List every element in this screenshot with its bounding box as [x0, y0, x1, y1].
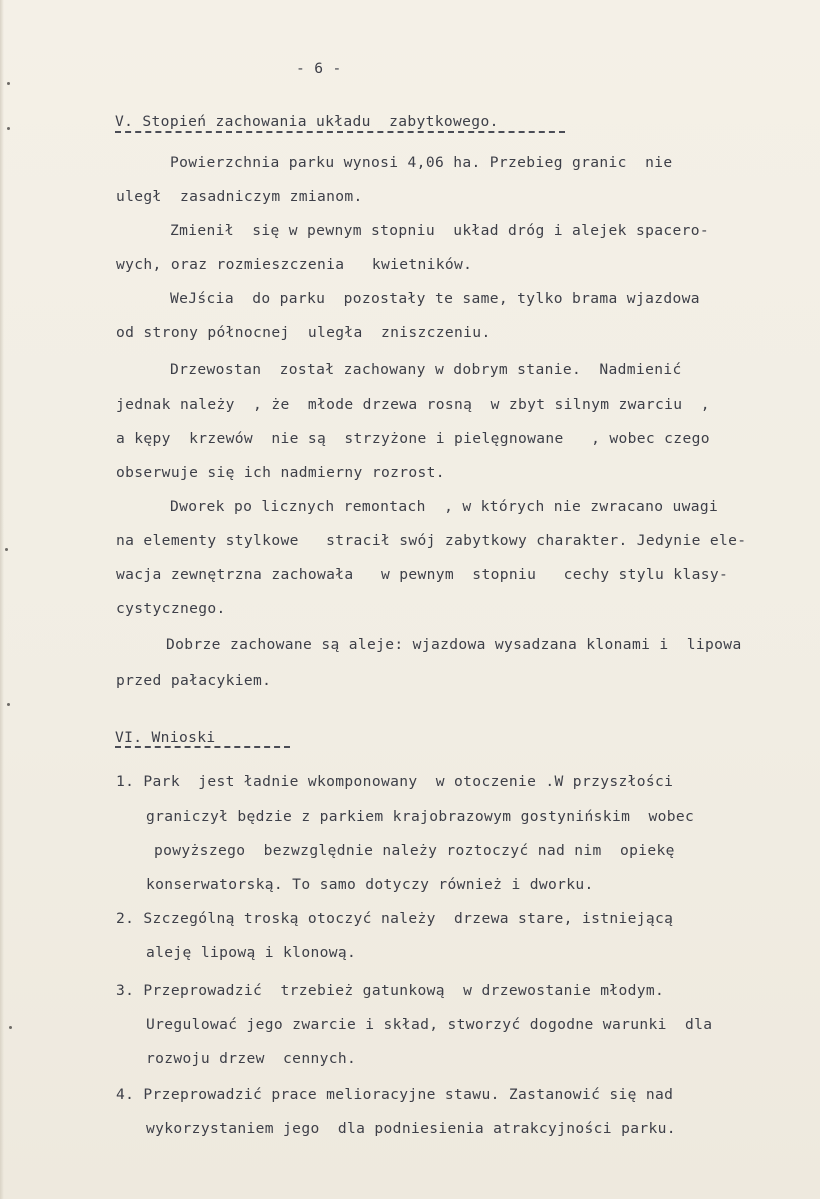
- section-vi-line: aleję lipową i klonową.: [146, 944, 357, 961]
- section-v-line: Dworek po licznych remontach , w których nie zwracano uwagi: [170, 498, 719, 515]
- section-vi-heading-underline: [115, 746, 290, 748]
- section-vi-line: 4. Przeprowadzić prace melioracyjne stawu. Zastanowić się nad: [116, 1086, 674, 1103]
- margin-speck: [7, 82, 10, 85]
- section-v-line: Drzewostan został zachowany w dobrym stanie. Nadmienić: [170, 361, 682, 378]
- section-v-heading: V. Stopień zachowania układu zabytkowego.: [115, 113, 499, 130]
- margin-speck: [7, 127, 10, 130]
- section-v-line: a kępy krzewów nie są strzyżone i pielęgnowane , wobec czego: [116, 430, 710, 447]
- section-vi-line: graniczył będzie z parkiem krajobrazowym gostynińskim wobec: [146, 808, 695, 825]
- section-v-line: przed pałacykiem.: [116, 672, 272, 689]
- page-number: - 6 -: [296, 60, 342, 77]
- section-v-heading-underline: [115, 131, 565, 133]
- margin-speck: [7, 703, 10, 706]
- margin-speck: [9, 1026, 12, 1029]
- section-v-line: obserwuje się ich nadmierny rozrost.: [116, 464, 445, 481]
- section-vi-line: 2. Szczególną troską otoczyć należy drzewa stare, istniejącą: [116, 910, 674, 927]
- section-v-line: wacja zewnętrzna zachowała w pewnym stopniu cechy stylu klasy-: [116, 566, 729, 583]
- section-v-line: Powierzchnia parku wynosi 4,06 ha. Przebieg granic nie: [170, 154, 673, 171]
- section-vi-line: 1. Park jest ładnie wkomponowany w otoczenie .W przyszłości: [116, 773, 674, 790]
- section-v-line: WeJścia do parku pozostały te same, tylko brama wjazdowa: [170, 290, 700, 307]
- section-vi-line: rozwoju drzew cennych.: [146, 1050, 357, 1067]
- section-v-line: jednak należy , że młode drzewa rosną w zbyt silnym zwarciu ,: [116, 396, 710, 413]
- section-v-line: Zmienił się w pewnym stopniu układ dróg i alejek spacero-: [170, 222, 710, 239]
- section-vi-line: wykorzystaniem jego dla podniesienia atrakcyjności parku.: [146, 1120, 676, 1137]
- section-vi-line: konserwatorską. To samo dotyczy również i dworku.: [146, 876, 594, 893]
- section-v-line: uległ zasadniczym zmianom.: [116, 188, 363, 205]
- margin-speck: [5, 548, 8, 551]
- section-vi-line: 3. Przeprowadzić trzebież gatunkową w drzewostanie młodym.: [116, 982, 665, 999]
- section-v-line: wych, oraz rozmieszczenia kwietników.: [116, 256, 473, 273]
- section-v-line: od strony północnej uległa zniszczeniu.: [116, 324, 491, 341]
- section-v-line: Dobrze zachowane są aleje: wjazdowa wysadzana klonami i lipowa: [166, 636, 742, 653]
- section-vi-line: Uregulować jego zwarcie i skład, stworzyć dogodne warunki dla: [146, 1016, 713, 1033]
- section-v-line: cystycznego.: [116, 600, 226, 617]
- section-vi-heading: VI. Wnioski: [115, 729, 216, 746]
- section-vi-line: powyższego bezwzględnie należy roztoczyć nad nim opiekę: [154, 842, 675, 859]
- section-v-line: na elementy stylkowe stracił swój zabytkowy charakter. Jedynie ele-: [116, 532, 747, 549]
- page-edge-shadow: [0, 0, 4, 1199]
